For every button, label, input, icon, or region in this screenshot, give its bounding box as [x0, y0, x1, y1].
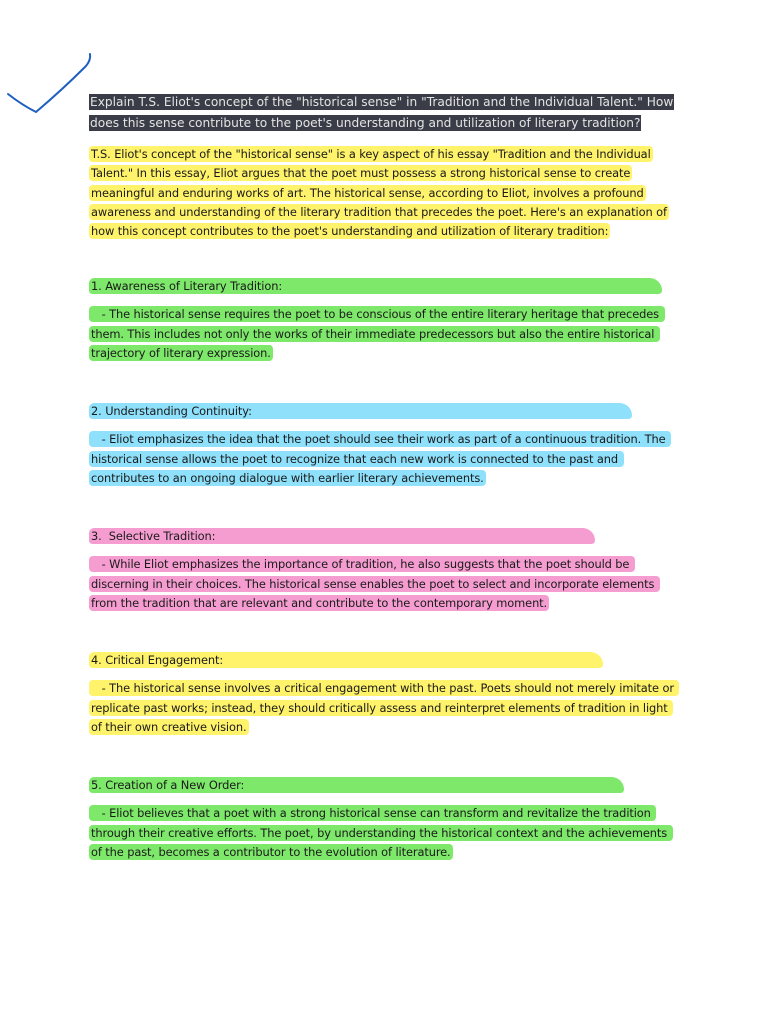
section-title: 1. Awareness of Literary Tradition: [89, 278, 662, 294]
section-title: 5. Creation of a New Order: [89, 777, 624, 793]
section-title: 4. Critical Engagement: [89, 652, 603, 668]
question-text [89, 92, 679, 134]
section-awareness [89, 277, 679, 363]
section-body: - Eliot emphasizes the idea that the poet should see their work as part of a continuous tradition. The historical sense allows the poet to recognize that each new work is connected to the past and contributes to an ongoing dialogue with earlier literary achievements. [91, 432, 670, 485]
section-body: - Eliot believes that a poet with a strong historical sense can transform and revitalize the tradition through their creative efforts. The poet, by understanding the historical context and the achievements of the past, becomes a contributor to the evolution of literature. [91, 806, 671, 859]
section-body: - The historical sense requires the poet to be conscious of the entire literary heritage that precedes them. This includes not only the works of their immediate predecessors but also the entire historical trajectory of literary expression. [91, 307, 663, 360]
section-critical [89, 651, 679, 737]
document-body [89, 92, 679, 241]
intro-paragraph [89, 145, 679, 241]
section-body: - The historical sense involves a critical engagement with the past. Poets should not merely imitate or replicate past works; instead, they should critically assess and reinterpret elements of tradition in light of their own creative vision. [91, 681, 678, 734]
section-title: 2. Understanding Continuity: [89, 403, 632, 419]
section-selective [89, 527, 679, 613]
checkmark-icon [4, 50, 96, 120]
section-body: - While Eliot emphasizes the importance of tradition, he also suggests that the poet should be discerning in their choices. The historical sense enables the poet to select and incorporate elements from the tradition that are relevant and contribute to the contemporary moment. [91, 557, 658, 610]
section-continuity [89, 402, 679, 488]
section-title: 3. Selective Tradition: [89, 528, 595, 544]
intro-highlight: T.S. Eliot's concept of the "historical sense" is a key aspect of his essay "Tradition and the Individual Talent." In this essay, Eliot argues that the poet must possess a strong historical sense to create meaningful and enduring works of art. The historical sense, according to Eliot, involves a profound awareness and understanding of the literary tradition that precedes the poet. Here's an explanation of how this concept contributes to the poet's understanding and utilization of literary tradition: [91, 147, 667, 239]
section-new-order [89, 776, 679, 862]
question-highlight: Explain T.S. Eliot's concept of the "historical sense" in "Tradition and the Individual Talent." How does this sense contribute to the poet's understanding and utilization of literary tradition? [90, 95, 674, 130]
